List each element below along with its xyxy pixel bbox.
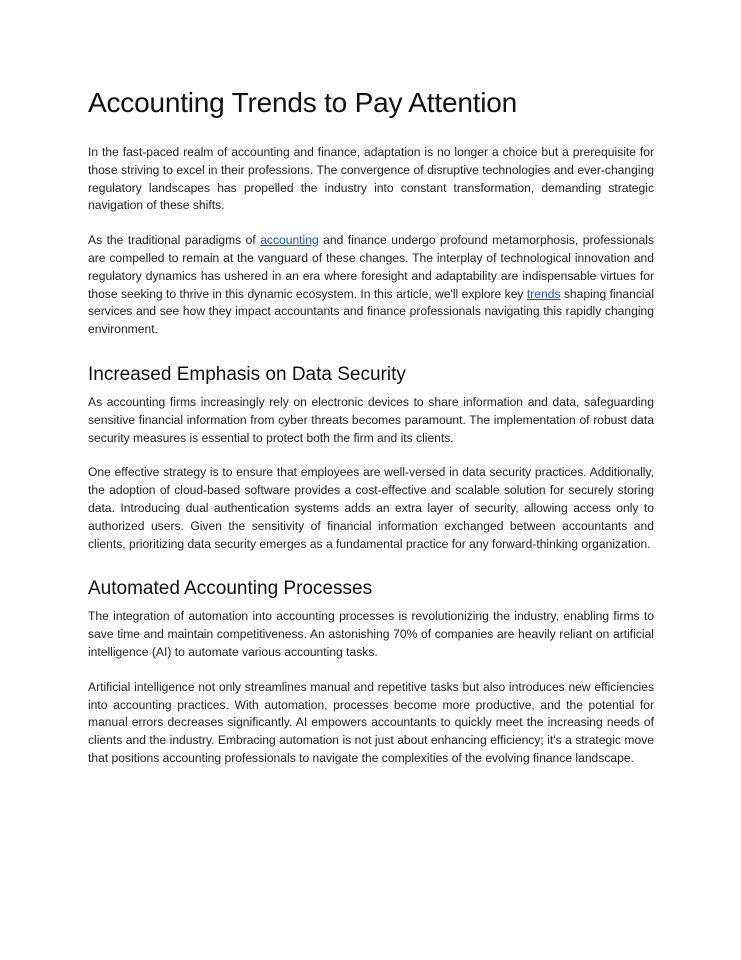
intro-p2-text-middle: and finance undergo profound metamorphosis, professionals are compelled to remain at the vanguard of these changes. The interplay of technological innovation and regulatory dynamics has ushered in an era where foresight and adaptability are indispensable virtues for those seeking to thrive in this dynamic ecosystem. In this article, we'll explore key [88,233,654,301]
automation-paragraph-2: Artificial intelligence not only streamlines manual and repetitive tasks but also introduces new efficiencies into accounting practices. With automation, processes become more productive, and the potential for manual errors decreases significantly. AI empowers accountants to quickly meet the increasing needs of clients and the industry. Embracing automation is not just about enhancing efficiency; it's a strategic move that positions accounting professionals to navigate the complexities of the evolving finance landscape. [88,679,654,765]
intro-p2-text-start: As the traditional paradigms of [88,233,261,248]
data-security-paragraph-1: As accounting firms increasingly rely on electronic devices to share information and data, safeguarding sensitive financial information from cyber threats becomes paramount. The implementation of robust data security measures is essential to protect both the firm and its clients. [88,394,654,445]
document-page [88,84,654,785]
intro-paragraph-1: In the fast-paced realm of accounting and finance, adaptation is no longer a choice but a prerequisite for those striving to excel in their professions. The convergence of disruptive technologies and ever-changing regulatory landscapes has propelled the industry into constant transformation, demanding strategic navigation of these shifts. [88,145,654,213]
trends-link[interactable]: trends [526,286,561,301]
page-title: Accounting Trends to Pay Attention [88,87,518,118]
section-heading-automation: Automated Accounting Processes [88,578,373,600]
data-security-paragraph-2: One effective strategy is to ensure that employees are well-versed in data security practices. Additionally, the adoption of cloud-based software provides a cost-effective and scalable solution for securely storing data. Introducing dual authentication systems adds an extra layer of security, allowing access only to authorized users. Given the sensitivity of financial information exchanged between accountants and clients, prioritizing data security emerges as a fundamental practice for any forward-thinking organization. [88,465,654,551]
intro-p2-text-end: shaping financial services and see how they impact accountants and finance professionals navigating this rapidly changing environment. [88,286,654,337]
accounting-link[interactable]: accounting [260,233,319,248]
automation-paragraph-1: The integration of automation into accounting processes is revolutionizing the industry, enabling firms to save time and maintain competitiveness. An astonishing 70% of companies are heavily reliant on artificial intelligence (AI) to automate various accounting tasks. [88,609,654,659]
intro-paragraph-2 [88,232,654,339]
section-heading-data-security: Increased Emphasis on Data Security [88,363,406,385]
